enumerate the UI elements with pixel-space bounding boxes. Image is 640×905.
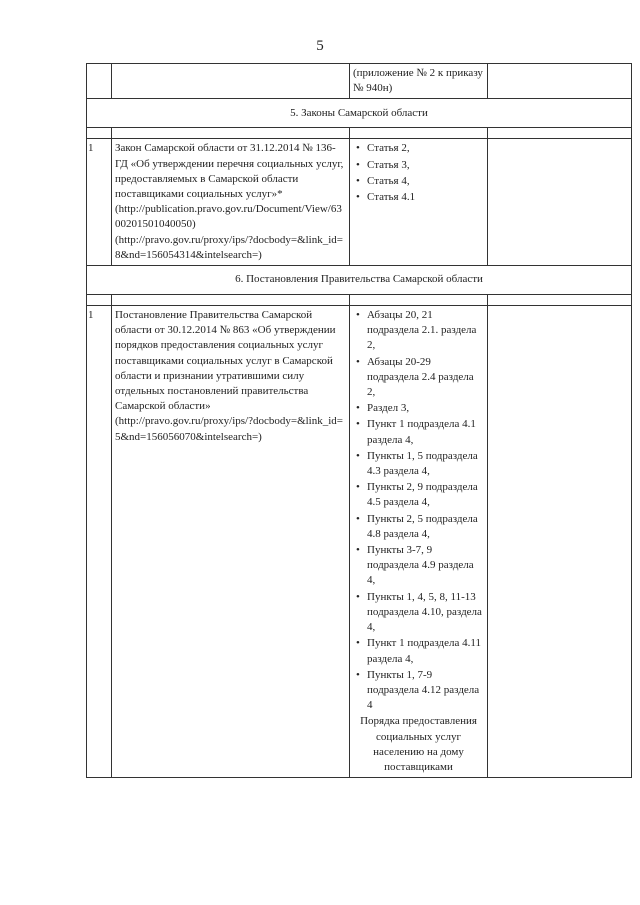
list-item: • Пункт 1 подраздела 4.11 раздела 4, <box>367 636 484 666</box>
section-title: 6. Постановления Правительства Самарской области <box>87 266 632 295</box>
cell-note <box>488 306 632 778</box>
cell-reference <box>350 64 488 99</box>
list-item: • Пункты 1, 4, 5, 8, 11-13 подраздела 4.10, раздела 4, <box>367 590 484 636</box>
reference-text: (приложение № 2 к приказу № 940н) <box>353 67 483 95</box>
list-item: • Пункты 1, 5 подраздела 4.3 раздела 4, <box>367 449 484 479</box>
list-item: • Абзацы 20-29 подраздела 2.4 раздела 2, <box>367 355 484 401</box>
table-row <box>87 306 632 778</box>
spacer-row <box>87 128 632 139</box>
cell-articles <box>350 306 488 778</box>
list-item: • Пункт 1 подраздела 4.1 раздела 4, <box>367 417 484 447</box>
cell-note <box>488 139 632 266</box>
list-item: • Пункты 3-7, 9 подраздела 4.9 раздела 4, <box>367 543 484 589</box>
cell-note <box>488 64 632 99</box>
articles-list <box>353 141 484 205</box>
list-item: • Абзацы 20, 21 подраздела 2.1. раздела 2, <box>367 308 484 354</box>
articles-list <box>353 308 484 713</box>
page-number: 5 <box>316 38 324 54</box>
list-item: • Раздел 3, <box>367 401 484 416</box>
list-item: • Статья 2, <box>367 141 484 156</box>
list-item: • Пункты 2, 9 подраздела 4.5 раздела 4, <box>367 480 484 510</box>
list-item: • Пункты 1, 7-9 подраздела 4.12 раздела 4 <box>367 668 484 714</box>
document-title: Закон Самарской области от 31.12.2014 № 136-ГД «Об утверждении перечня социальных услуг, предоставляемых в Самарской области поставщиками социальных услуг»* <box>115 142 344 201</box>
table-row <box>87 64 632 99</box>
cell-document <box>112 306 350 778</box>
list-item: • Пункты 2, 5 подраздела 4.8 раздела 4, <box>367 512 484 542</box>
row-number: 1 <box>87 139 112 266</box>
list-item: • Статья 4.1 <box>367 190 484 205</box>
requirements-table <box>86 63 632 778</box>
document-link[interactable]: (http://publication.pravo.gov.ru/Document/View/6300201501040050) <box>115 203 342 231</box>
document-title: Постановление Правительства Самарской области от 30.12.2014 № 863 «Об утверждении порядков предоставления социальных услуг поставщиками социальных услуг в Самарской области и признании утратившими силу отдельных постановлений правительства Самарской области» <box>115 309 336 413</box>
document-link[interactable]: (http://pravo.gov.ru/proxy/ips/?docbody=&link_id=8&nd=156054314&intelsearch=) <box>115 233 344 261</box>
section-header-row <box>87 99 632 128</box>
list-item: • Статья 3, <box>367 158 484 173</box>
list-item: • Статья 4, <box>367 174 484 189</box>
row-number: 1 <box>87 306 112 778</box>
spacer-row <box>87 295 632 306</box>
document-link[interactable]: (http://pravo.gov.ru/proxy/ips/?docbody=&link_id=5&nd=156056070&intelsearch=) <box>115 415 344 443</box>
table-row <box>87 139 632 266</box>
cell-document <box>112 64 350 99</box>
cell-number <box>87 64 112 99</box>
cell-articles <box>350 139 488 266</box>
cell-document <box>112 139 350 266</box>
section-header-row <box>87 266 632 295</box>
procedure-tail-text: Порядка предоставления социальных услуг населению на дому поставщиками <box>360 715 477 773</box>
section-title: 5. Законы Самарской области <box>87 99 632 128</box>
